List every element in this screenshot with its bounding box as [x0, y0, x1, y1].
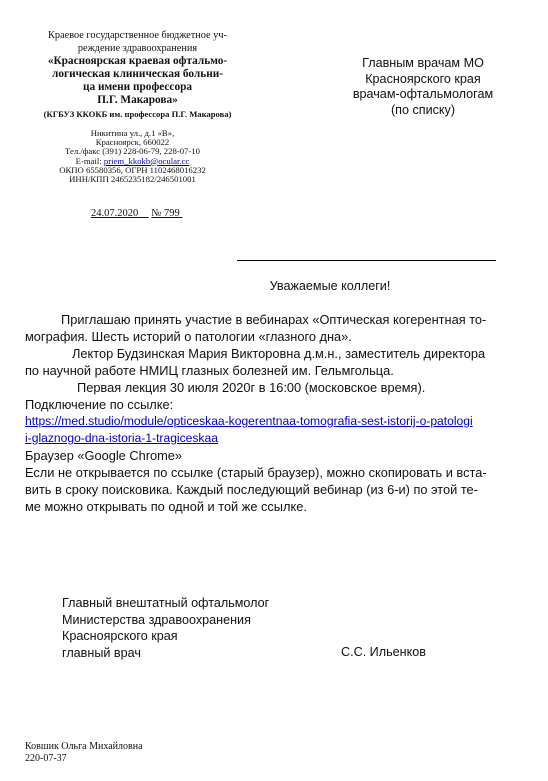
org-short-name: (КГБУЗ ККОКБ им. профессора П.Г. Макарова)	[43, 109, 232, 119]
divider-line	[237, 260, 496, 261]
body-p1-line1: Приглашаю принять участие в вебинарах «Оптическая когерентная то-	[61, 312, 487, 327]
letter-body	[25, 311, 525, 515]
email-link[interactable]: priem_kkokb@ocular.cc	[103, 155, 190, 166]
addressee-line: врачам-офтальмологам	[352, 87, 494, 101]
doc-date-number	[91, 207, 182, 220]
address-line: Никитина ул., д.1 «В»,	[90, 128, 175, 138]
signatory-title	[62, 595, 322, 661]
body-p4-line2: вить в сроку поисковика. Каждый последующий вебинар (из 6-и) по этой те-	[25, 482, 478, 497]
body-p4-line1: Если не открывается по ссылке (старый браузер), можно скопировать и вста-	[25, 465, 487, 480]
salutation: Уважаемые коллеги!	[269, 279, 391, 293]
doc-number: № 799	[151, 208, 180, 219]
signatory-title-line: Министерства здравоохранения	[62, 612, 251, 627]
body-p2-line2: по научной работе НМИЦ глазных болезней им. Гельмгольца.	[25, 363, 394, 378]
executor-phone: 220-07-37	[25, 753, 67, 764]
signatory-title-line: Главный внештатный офтальмолог	[62, 596, 270, 610]
signatory-title-line: Красноярского края	[62, 629, 178, 643]
signatory-title-line: главный врач	[62, 645, 141, 660]
org-name	[20, 55, 255, 107]
org-name-line: П.Г. Макарова»	[97, 94, 178, 106]
org-line: реждение здравоохранения	[77, 42, 198, 54]
org-address	[45, 129, 220, 184]
executor	[25, 741, 143, 765]
webinar-link[interactable]: https://med.studio/module/opticeskaa-kogerentnaa-tomografia-sest-istorij-o-patologi	[25, 414, 473, 428]
body-p1-line2: мография. Шесть историй о патологии «глазного дна».	[25, 329, 352, 344]
connect-label: Подключение по ссылке:	[25, 397, 174, 412]
ids-line: ОКПО 65580356, ОГРН 1102468016232	[59, 164, 206, 175]
ids-line: ИНН/КПП 2465235182/246501001	[69, 174, 196, 185]
browser-note: Браузер «Google Chrome»	[25, 448, 182, 463]
webinar-link-cont[interactable]: i-glaznogo-dna-istoria-1-tragiceskaa	[25, 431, 218, 445]
org-name-line: логическая клиническая больни-	[51, 68, 223, 80]
addressee-line: Главным врачам МО	[362, 56, 484, 70]
addressee-line: Красноярского края	[365, 71, 481, 86]
org-name-line: «Красноярская краевая офтальмо-	[47, 55, 228, 67]
executor-name: Ковшик Ольга Михайловна	[25, 741, 143, 752]
body-p4-line3: ме можно открывать по одной и той же ссылке.	[25, 499, 307, 514]
signatory-name: С.С. Ильенков	[341, 645, 426, 659]
address-line: Тел./факс (391) 228-06-79, 228-07-10	[65, 146, 200, 157]
addressee	[333, 56, 513, 118]
org-name-line: ца имени профессора	[82, 81, 193, 93]
doc-date: 24.07.2020	[91, 208, 139, 219]
body-p2-line1: Лектор Будзинская Мария Викторовна д.м.н., заместитель директора	[72, 346, 486, 361]
addressee-line: (по списку)	[390, 102, 456, 117]
address-line: Красноярск, 660022	[95, 137, 170, 148]
email-label: E-mail:	[75, 155, 104, 166]
body-p3: Первая лекция 30 июля 2020г в 16:00 (московское время).	[77, 380, 426, 395]
org-line: Краевое государственное бюджетное уч-	[48, 30, 227, 41]
org-header	[20, 30, 255, 55]
